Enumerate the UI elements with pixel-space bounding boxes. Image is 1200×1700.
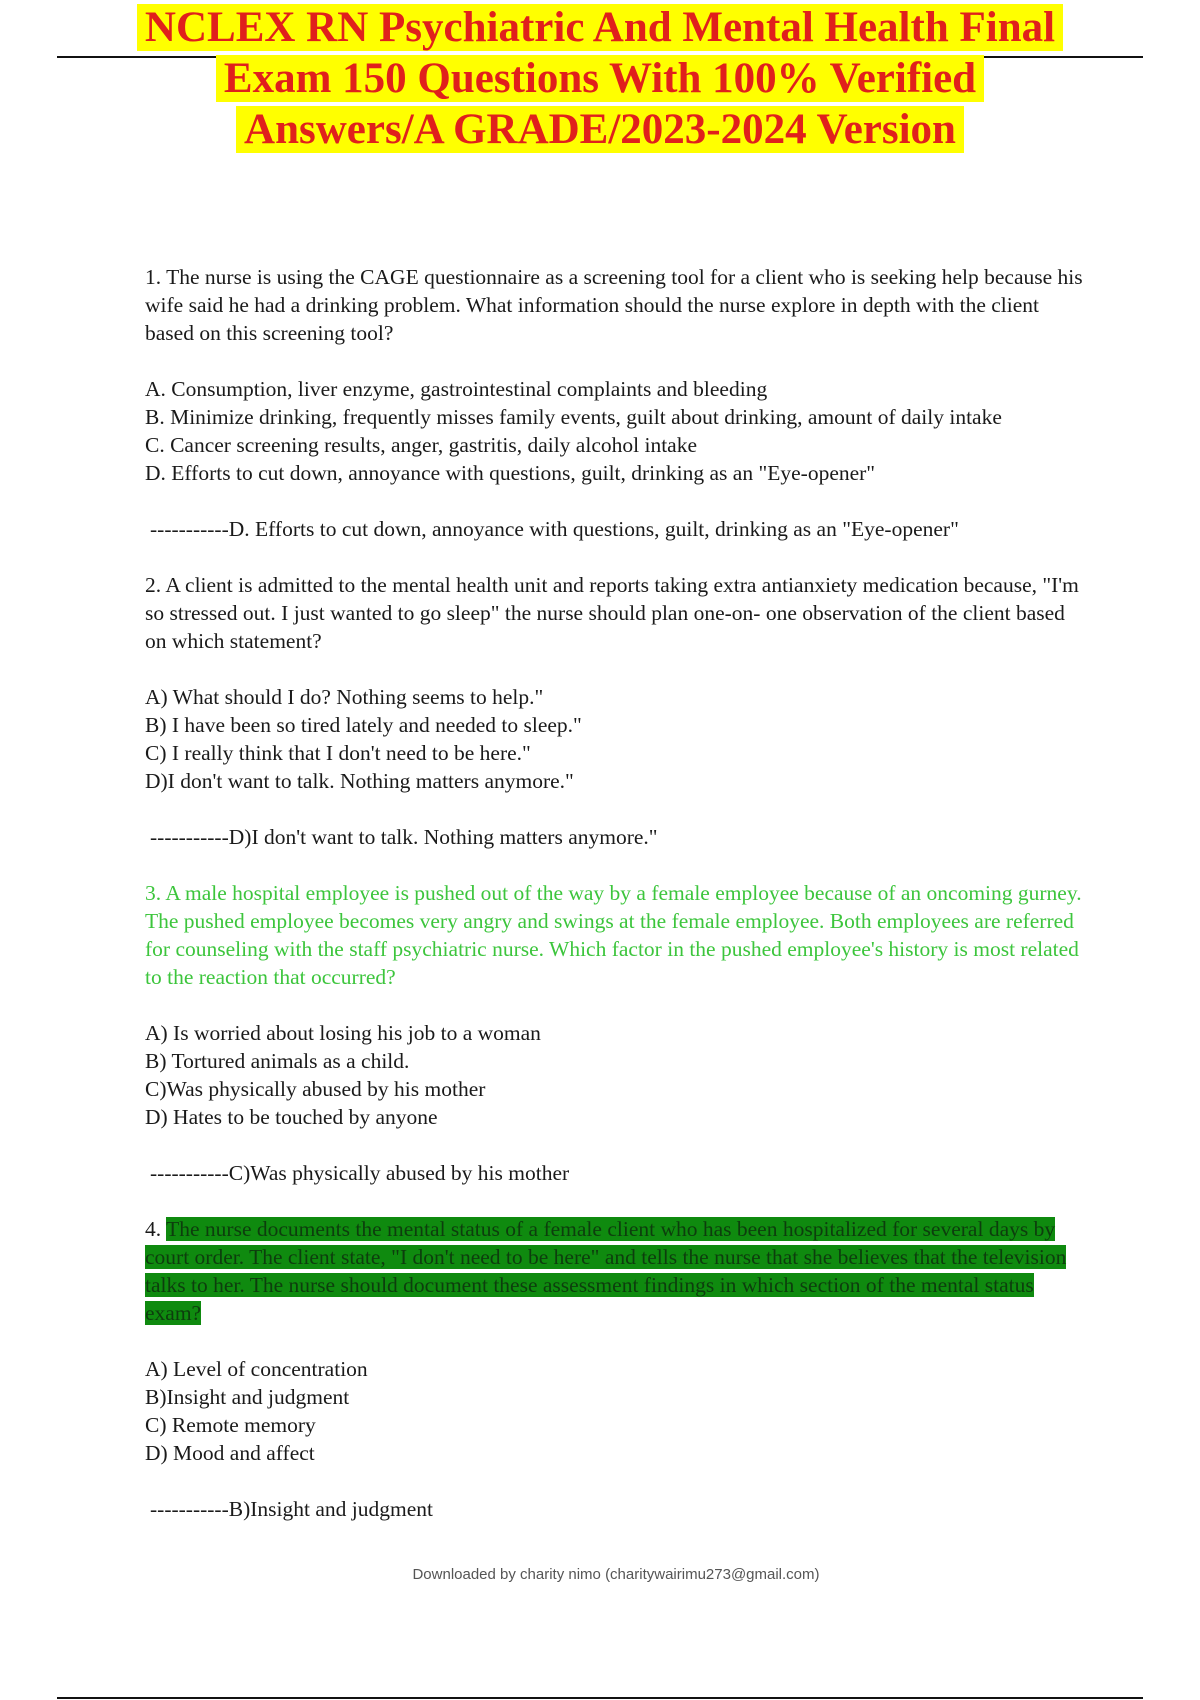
question-4-option-a: A) Level of concentration (145, 1357, 368, 1381)
question-4-number: 4. (145, 1217, 162, 1241)
question-2-answer: -----------D)I don't want to talk. Nothing matters anymore." (150, 825, 658, 849)
question-1-options (145, 375, 1090, 487)
document-body (145, 263, 1090, 1551)
question-1-option-c: C. Cancer screening results, anger, gastritis, daily alcohol intake (145, 433, 697, 457)
footer-rule (57, 1697, 1143, 1699)
question-4-answer: -----------B)Insight and judgment (150, 1497, 433, 1521)
question-1-text: 1. The nurse is using the CAGE questionnaire as a screening tool for a client who is seeking help because his wife said he had a drinking problem. What information should the nurse explore in depth with the client based on this screening tool? (145, 265, 1083, 345)
question-2-option-a: A) What should I do? Nothing seems to help." (145, 685, 544, 709)
question-1-option-a: A. Consumption, liver enzyme, gastrointestinal complaints and bleeding (145, 377, 768, 401)
question-3-options (145, 1019, 1090, 1131)
question-1-option-b: B. Minimize drinking, frequently misses family events, guilt about drinking, amount of daily intake (145, 405, 1002, 429)
question-2-text: 2. A client is admitted to the mental health unit and reports taking extra antianxiety medication because, "I'm so stressed out. I just wanted to go sleep" the nurse should plan one-on- one observation of the client based on which statement? (145, 573, 1079, 653)
title-line-2: Exam 150 Questions With 100% Verified (216, 55, 984, 102)
question-4-option-b: B)Insight and judgment (145, 1385, 350, 1409)
title-line-1: NCLEX RN Psychiatric And Mental Health Final (137, 4, 1063, 51)
question-2-options (145, 683, 1090, 795)
question-4-text: The nurse documents the mental status of a female client who has been hospitalized for several days by court order. The client state, "I don't need to be here" and tells the nurse that she believes that the television talks to her. The nurse should document these assessment findings in which section of the mental status exam? (145, 1217, 1067, 1325)
download-footer: Downloaded by charity nimo (charitywairimu273@gmail.com) (412, 1566, 820, 1583)
question-4 (145, 1215, 1090, 1327)
question-2-option-d: D)I don't want to talk. Nothing matters anymore." (145, 769, 574, 793)
question-4-option-d: D) Mood and affect (145, 1441, 315, 1465)
question-4-option-c: C) Remote memory (145, 1413, 316, 1437)
question-3-answer: -----------C)Was physically abused by his mother (150, 1161, 570, 1185)
question-3-option-d: D) Hates to be touched by anyone (145, 1105, 438, 1129)
question-2-option-c: C) I really think that I don't need to be here." (145, 741, 531, 765)
question-3-text: 3. A male hospital employee is pushed out of the way by a female employee because of an oncoming gurney. The pushed employee becomes very angry and swings at the female employee. Both employees are referred for counseling with the staff psychiatric nurse. Which factor in the pushed employee's history is most related to the reaction that occurred? (145, 881, 1082, 989)
question-1-answer: -----------D. Efforts to cut down, annoyance with questions, guilt, drinking as an "Eye-opener" (150, 517, 959, 541)
document-title (0, 2, 1200, 155)
question-4-options (145, 1355, 1090, 1467)
question-3-option-c: C)Was physically abused by his mother (145, 1077, 486, 1101)
title-line-3: Answers/A GRADE/2023-2024 Version (236, 106, 964, 153)
question-3-option-b: B) Tortured animals as a child. (145, 1049, 410, 1073)
question-3-option-a: A) Is worried about losing his job to a woman (145, 1021, 541, 1045)
question-1-option-d: D. Efforts to cut down, annoyance with questions, guilt, drinking as an "Eye-opener" (145, 461, 876, 485)
question-2-option-b: B) I have been so tired lately and needed to sleep." (145, 713, 582, 737)
